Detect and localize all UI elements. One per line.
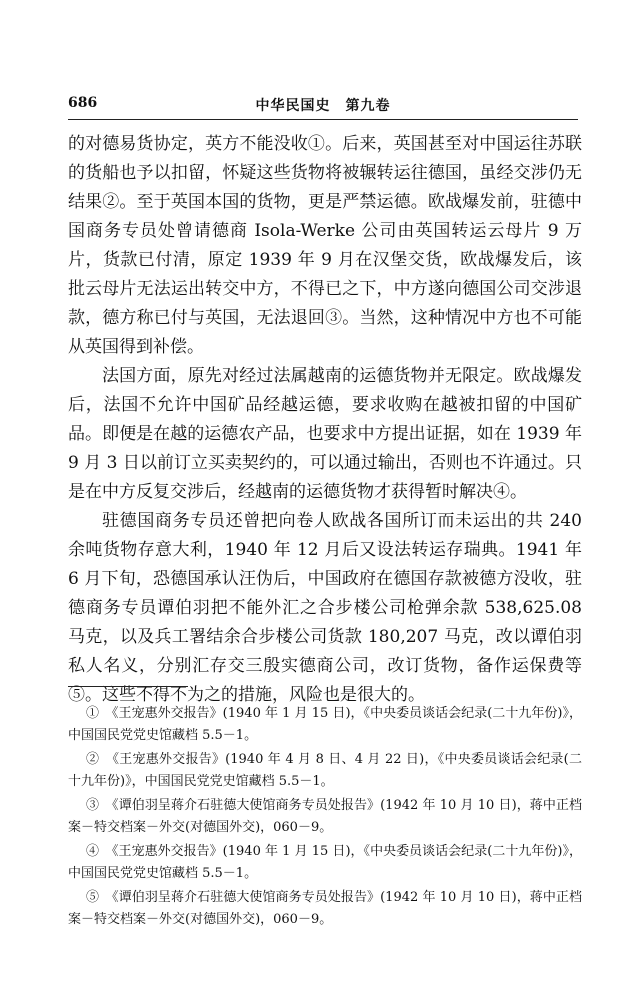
- footnote: ② 《王宠惠外交报告》(1940 年 4 月 8 日、4 月 22 日)，《中央委员谈话会纪录(二十九年份)》，中国国民党党史馆藏档 5.5－1。: [68, 752, 582, 789]
- footnote: ③ 《谭伯羽呈蒋介石驻德大使馆商务专员处报告》(1942 年 10 月 10 日)，蒋中正档案－特交档案－外交(对德国外交)，060－9。: [68, 798, 582, 835]
- paragraph: 的对德易货协定，英方不能没收①。后来，英国甚至对中国运往苏联的货船也予以扣留，怀疑这些货物将被辗转运往德国，虽经交涉仍无结果②。至于英国本国的货物，更是严禁运德。欧战爆发前，驻德中国商务专员处曾请德商 Isola-Werke 公司由英国转运云母片 9 万片，货款已付清，原定 1939 年 9 月在汉堡交货，欧战爆发后，该批云母片无法运出转交中方，不得已之下，中方遂向德国公司交涉退款，德方称已付与英国，无法退回③。当然，这种情况中方也不可能从英国得到补偿。: [68, 134, 582, 357]
- footnote: ① 《王宠惠外交报告》(1940 年 1 月 15 日)，《中央委员谈话会纪录(二十九年份)》，中国国民党党史馆藏档 5.5－1。: [68, 706, 582, 743]
- footnotes: [68, 703, 582, 933]
- header-rule: [68, 119, 578, 120]
- paragraph: 驻德国商务专员还曾把向卷人欧战各国所订而未运出的共 240 余吨货物存意大利，1940 年 12 月后又设法转运存瑞典。1941 年 6 月下旬，恐德国承认汪伪后，中国政府在德国存款被德方没收，驻德商务专员谭伯羽把不能外汇之合步楼公司枪弹余款 538,625.08 马克，以及兵工署结余合步楼公司货款 180,207 马克，改以谭伯羽私人名义，分别汇存交三殷实德商公司，改订货物，备作运保费等⑤。这些不得不为之的措施，风险也是很大的。: [68, 511, 582, 705]
- running-header: [68, 95, 578, 117]
- page-number: 686: [68, 95, 98, 111]
- paragraph: 法国方面，原先对经过法属越南的运德货物并无限定。欧战爆发后，法国不允许中国矿品经越运德，要求收购在越被扣留的中国矿品。即便是在越的运德农产品，也要求中方提出证据，如在 1939 年 9 月 3 日以前订立买卖契约的，可以通过输出，否则也不许通过。只是在中方反复交涉后，经越南的运德货物才获得暂时解决④。: [68, 366, 582, 502]
- footnote: ④ 《王宠惠外交报告》(1940 年 1 月 15 日)，《中央委员谈话会纪录(二十九年份)》，中国国民党党史馆藏档 5.5－1。: [68, 844, 582, 881]
- footnote-rule: [68, 686, 188, 687]
- footnote: ⑤ 《谭伯羽呈蒋介石驻德大使馆商务专员处报告》(1942 年 10 月 10 日)，蒋中正档案－特交档案－外交(对德国外交)，060－9。: [68, 890, 582, 927]
- body-text: [68, 130, 582, 710]
- book-title: 中华民国史 第九卷: [255, 98, 391, 114]
